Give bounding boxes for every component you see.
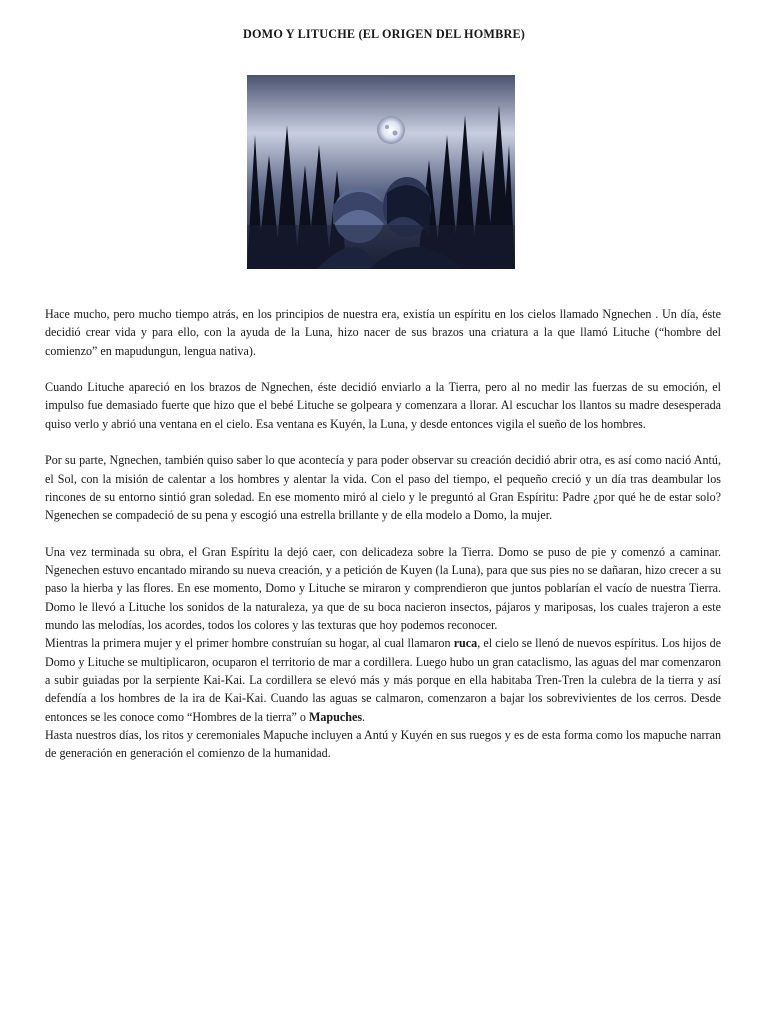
paragraph-text: , el cielo se llenó de nuevos espíritus. Los hijos de Domo y Lituche se multiplicaron, ocuparon el territorio de mar a cordillera. Luego hubo un gran cataclismo, las aguas del mar comenzaron a subir guiadas por la serpiente Kai-Kai. La cordillera se elevó más y más porque en ella habitaba Tren-Tren la culebra de la tierra y así defendía a los hombres de la ira de Kai-Kai. Cuando las aguas se calmaron, comenzaron a bajar los sobrevivientes de los cerros. Desde entonces se les conoce como “Hombres de la tierra” o <box>45 636 721 724</box>
document-title: DOMO Y LITUCHE (EL ORIGEN DEL HOMBRE) <box>242 27 526 41</box>
paragraph: Por su parte, Ngnechen, también quiso saber lo que acontecía y para poder observar su creación decidió abrir otra, es así como nació Antú, el Sol, con la misión de calentar a los hombres y alentar la vida. Con el paso del tiempo, el pequeño creció y un día tras deambular los rincones de su entorno sintió gran soledad. En ese momento miró al cielo y le preguntó al Gran Espíritu: Padre ¿por qué he de estar solo? Ngenechen se compadeció de su pena y escogió una estrella brillante y de ella modelo a Domo, la mujer. <box>45 453 721 523</box>
paragraph-text: Mientras la primera mujer y el primer hombre construían su hogar, al cual llamaron <box>45 636 454 651</box>
paragraph-text: . <box>362 709 366 724</box>
paragraph: Hace mucho, pero mucho tiempo atrás, en los principios de nuestra era, existía un espíritu en los cielos llamado Ngnechen . Un día, éste decidió crear vida y para ello, con la ayuda de la Luna, hizo nacer de sus brazos una criatura a la que llamó Lituche (“hombre del comienzo” en mapudungun, lengua nativa). <box>45 307 721 358</box>
paragraph <box>45 634 721 725</box>
bold-term-ruca: ruca <box>453 636 478 651</box>
paragraph: Cuando Lituche apareció en los brazos de Ngnechen, éste decidió enviarlo a la Tierra, pero al no medir las fuerzas de su emoción, el impulso fue demasiado fuerte que hizo que el bebé Lituche se golpeara y comenzara a llorar. Al escuchar los llantos su madre desesperada quiso verlo y abrió una ventana en el cielo. Esa ventana es Kuyén, la Luna, y desde entonces vigila el sueño de los hombres. <box>45 380 721 431</box>
moon <box>377 116 405 144</box>
paragraph: Hasta nuestros días, los ritos y ceremoniales Mapuche incluyen a Antú y Kuyén en sus ruegos y es de esta forma como los mapuche narran de generación en generación el comienzo de la humanidad. <box>45 727 721 761</box>
bold-term-mapuches: Mapuches <box>308 709 363 724</box>
story-illustration <box>247 75 515 269</box>
paragraph: Una vez terminada su obra, el Gran Espíritu la dejó caer, con delicadeza sobre la Tierra. Domo se puso de pie y comenzó a caminar. Ngenechen estuvo encantado mirando su nueva creación, y a petición de Kuyen (la Luna), para que sus pies no se dañaran, hizo crecer a su paso la hierba y las flores. En ese momento, Domo y Lituche se miraron y comprendieron que juntos poblarían el vacío de nuestra Tierra. Domo le llevó a Lituche los sonidos de la naturaleza, ya que de su boca nacieron insectos, pájaros y mariposas, los cuales trajeron a este mundo las melodías, los acordes, todos los colores y las texturas que hoy podemos reconocer. <box>45 544 721 633</box>
story-text <box>45 305 721 762</box>
